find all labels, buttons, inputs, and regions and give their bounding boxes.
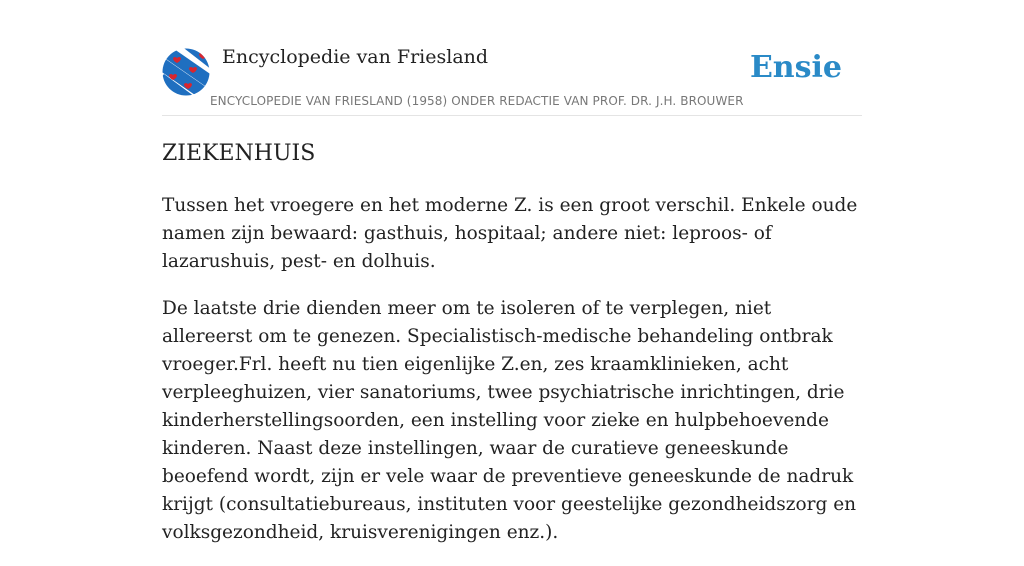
ensie-logo-link[interactable]: Ensie [749, 50, 842, 85]
article [162, 138, 862, 566]
source-title[interactable]: Encyclopedie van Friesland [222, 46, 489, 68]
article-headword: ZIEKENHUIS [162, 141, 316, 166]
header-divider [162, 115, 862, 116]
source-header [162, 44, 862, 116]
article-paragraph: Tussen het vroegere en het moderne Z. is een groot verschil. Enkele oude namen zijn bewaard: gasthuis, hospitaal; andere niet: leproos- of lazarushuis, pest- en dolhuis. [162, 195, 858, 272]
article-paragraph: De laatste drie dienden meer om te isoleren of te verplegen, niet allereerst om te genezen. Specialistisch-medische behandeling ontbrak vroeger.Frl. heeft nu tien eigenlijke Z.en, zes kraamklinieken, acht verpleeghuizen, vier sanatoriums, twee psychiatrische inrichtingen, drie kinderherstellingsoorden, een instelling voor zieke en hulpbehoevende kinderen. Naast deze instellingen, waar de curatieve geneeskunde beoefend wordt, zijn er vele waar de preventieve geneeskunde de nadruk krijgt (consultatiebureaus, instituten voor geestelijke gezondheidszorg en volksgezondheid, kruisverenigingen enz.). [162, 298, 857, 543]
frisian-flag-emblem-icon[interactable] [162, 48, 210, 96]
source-subtitle: ENCYCLOPEDIE VAN FRIESLAND (1958) ONDER REDACTIE VAN PROF. DR. J.H. BROUWER [210, 94, 744, 108]
